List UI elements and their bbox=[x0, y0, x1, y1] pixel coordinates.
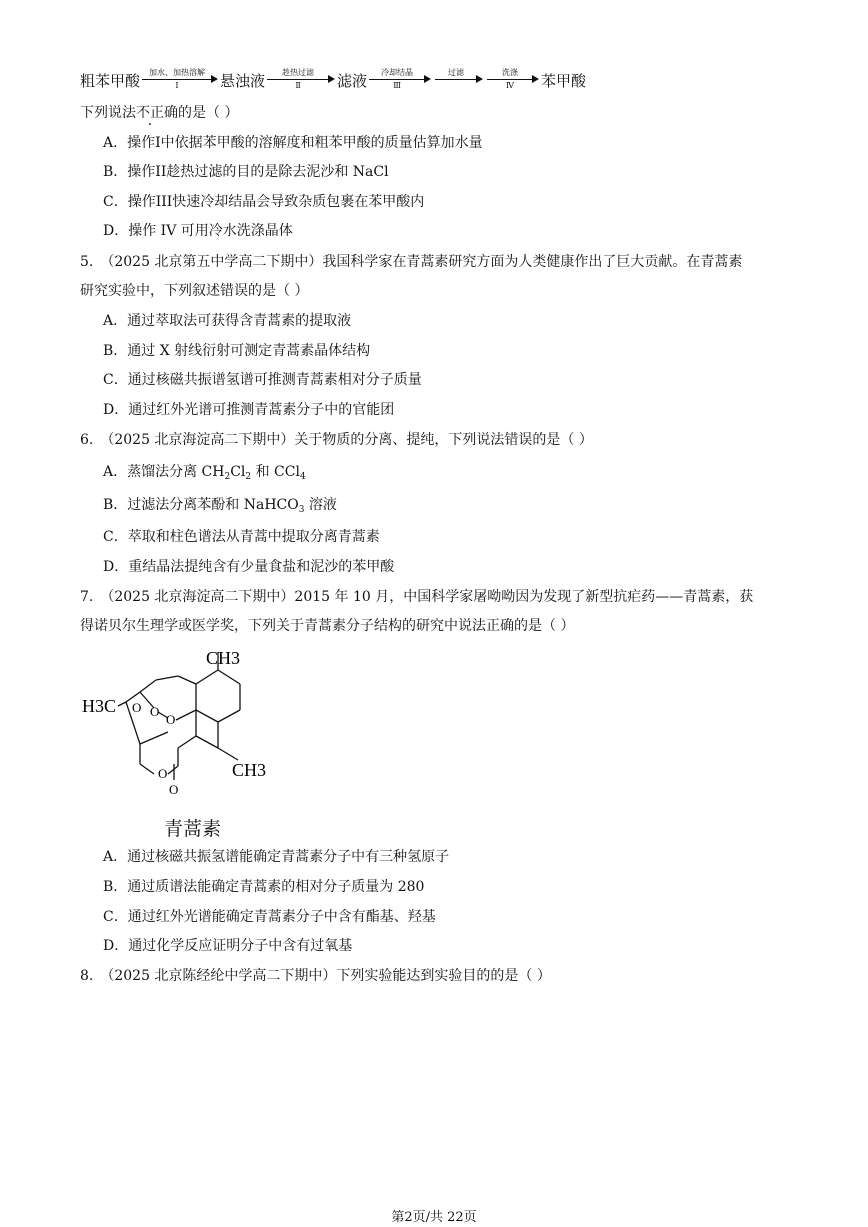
flow-start: 粗苯甲酸 bbox=[80, 71, 141, 90]
flow-arrow-1-top: 加水、加热溶解 bbox=[149, 68, 206, 77]
q7-stem-line2: 得诺贝尔生理学或医学奖，下列关于青蒿素分子结构的研究中说法正确的是（ ） bbox=[80, 618, 575, 634]
flow-arrow-5-top: 洗涤 bbox=[502, 68, 519, 77]
q6-option-c: C．萃取和柱色谱法从青蒿中提取分离青蒿素 bbox=[103, 529, 380, 545]
mol-label-o4: O bbox=[158, 766, 168, 781]
q5-option-b: B．通过 X 射线衍射可测定青蒿素晶体结构 bbox=[103, 343, 371, 359]
q6-option-a-part2: Cl bbox=[230, 464, 246, 480]
q5-option-c: C．通过核磁共振谱氢谱可推测青蒿素相对分子质量 bbox=[103, 372, 422, 388]
q4-stem-post: 确的是（ ） bbox=[164, 105, 239, 121]
mol-label-o2: O bbox=[166, 712, 176, 727]
q6-option-b-part1: B．过滤法分离苯酚和 NaHCO bbox=[103, 497, 299, 513]
flow-node-1: 悬浊液 bbox=[220, 71, 266, 90]
mol-label-o3: O bbox=[132, 700, 142, 715]
flow-arrow-2-top: 趁热过滤 bbox=[282, 68, 315, 77]
mol-label-ch3-right: CH3 bbox=[232, 760, 267, 780]
flow-node-2: 滤液 bbox=[337, 71, 368, 90]
q4-stem-pre: 下列说法 bbox=[80, 105, 136, 121]
flow-arrow-3 bbox=[369, 66, 431, 94]
q7-stem-line1: 7. （2025 北京海淀高二下期中）2015 年 10 月，中国科学家屠呦呦因为发现了新型抗疟药——青蒿素，获 bbox=[80, 589, 754, 605]
molecule-caption: 青蒿素 bbox=[164, 818, 222, 840]
flow-arrow-4 bbox=[435, 66, 483, 94]
q5-option-a: A．通过萃取法可获得含青蒿素的提取液 bbox=[103, 313, 352, 329]
q6-option-a-sub3: 4 bbox=[299, 472, 306, 482]
q5-stem-line1: 5. （2025 北京第五中学高二下期中）我国科学家在青蒿素研究方面为人类健康作出了巨大贡献。在青蒿素 bbox=[80, 254, 743, 270]
q5-option-d: D．通过红外光谱可推测青蒿素分子中的官能团 bbox=[103, 402, 395, 418]
q4-option-c: C．操作III快速冷却结晶会导致杂质包裹在苯甲酸内 bbox=[103, 194, 425, 210]
q7-option-b: B．通过质谱法能确定青蒿素的相对分子质量为 280 bbox=[103, 879, 425, 895]
q6-option-b-part2: 溶液 bbox=[304, 497, 337, 513]
flow-arrow-2 bbox=[267, 66, 335, 94]
q4-option-d: D．操作 IV 可用冷水洗涤晶体 bbox=[103, 223, 293, 239]
q7-option-a: A．通过核磁共振氢谱能确定青蒿素分子中有三种氢原子 bbox=[103, 849, 450, 865]
flow-end: 苯甲酸 bbox=[541, 71, 587, 90]
q7-option-d: D．通过化学反应证明分子中含有过氧基 bbox=[103, 938, 353, 954]
q6-option-a-sub1: 2 bbox=[224, 472, 231, 482]
flow-arrow-4-top: 过滤 bbox=[448, 68, 465, 77]
q6-option-b-sub: 3 bbox=[298, 505, 305, 515]
q6-option-a-part1: A．蒸馏法分离 CH bbox=[103, 464, 225, 480]
flow-arrow-1-bottom: Ⅰ bbox=[175, 81, 179, 90]
q4-option-a: A．操作I中依据苯甲酸的溶解度和粗苯甲酸的质量估算加水量 bbox=[103, 135, 483, 151]
mol-label-o5: O bbox=[169, 782, 179, 797]
q6-option-a bbox=[103, 463, 306, 486]
flow-arrow-1 bbox=[142, 66, 218, 94]
q4-stem bbox=[80, 104, 238, 122]
q6-option-d: D．重结晶法提纯含有少量食盐和泥沙的苯甲酸 bbox=[103, 559, 395, 575]
flow-arrow-3-top: 冷却结晶 bbox=[381, 68, 414, 77]
q5-stem-line2: 研究实验中，下列叙述错误的是（ ） bbox=[80, 283, 309, 299]
q7-option-c: C．通过红外光谱能确定青蒿素分子中含有酯基、羟基 bbox=[103, 909, 436, 925]
mol-label-h3c: H3C bbox=[82, 696, 117, 716]
flow-arrow-5-bottom: Ⅳ bbox=[506, 81, 515, 90]
q4-stem-emph: 不正 bbox=[136, 105, 164, 121]
mol-label-ch3-top: CH3 bbox=[206, 648, 241, 668]
process-flow bbox=[80, 66, 586, 94]
q6-stem: 6. （2025 北京海淀高二下期中）关于物质的分离、提纯，下列说法错误的是（ ） bbox=[80, 432, 593, 448]
q6-option-a-sub2: 2 bbox=[245, 472, 252, 482]
q4-option-b: B．操作II趁热过滤的目的是除去泥沙和 NaCl bbox=[103, 164, 389, 180]
flow-arrow-3-bottom: Ⅲ bbox=[393, 81, 401, 90]
flow-arrow-2-bottom: Ⅱ bbox=[295, 81, 301, 90]
mol-label-o1: O bbox=[150, 704, 160, 719]
artemisinin-structure bbox=[78, 640, 318, 840]
q8-stem: 8. （2025 北京陈经纶中学高二下期中）下列实验能达到实验目的的是（ ） bbox=[80, 968, 551, 984]
flow-arrow-5 bbox=[487, 66, 539, 94]
page-footer: 第2页/共 22页 bbox=[391, 1210, 477, 1225]
q6-option-b bbox=[103, 496, 337, 519]
q6-option-a-part3: 和 CCl bbox=[251, 464, 300, 480]
